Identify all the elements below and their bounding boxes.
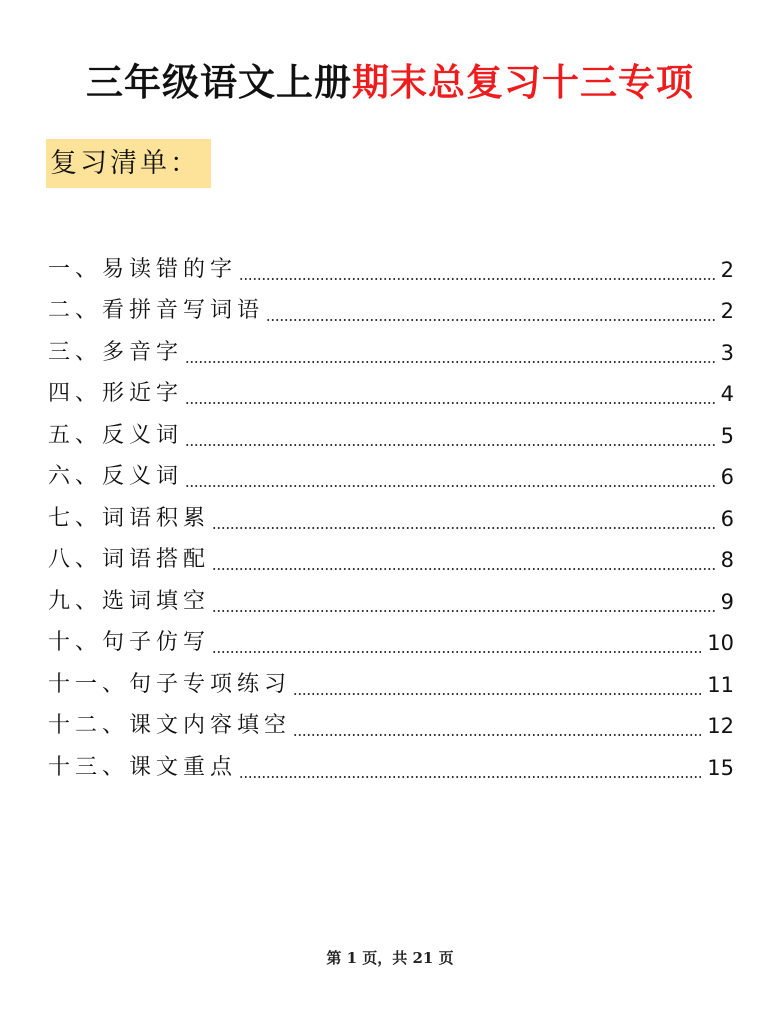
toc-item-page: 10: [707, 631, 734, 655]
page-footer: 第 1 页，共 21 页: [326, 949, 454, 967]
toc-item[interactable]: [48, 245, 734, 287]
toc-item-label: 十三、课文重点: [48, 754, 238, 780]
toc-item[interactable]: [48, 660, 734, 702]
toc-leader-dots: [185, 402, 715, 404]
toc-item-page: 3: [720, 340, 734, 365]
toc-item[interactable]: [48, 743, 734, 785]
toc-item-page: 6: [720, 465, 734, 489]
title-main: 三年级语文上册: [86, 60, 352, 104]
toc-item-label: 五、反义词: [48, 422, 184, 448]
toc-item-label: 九、选词填空: [48, 588, 211, 614]
toc-item-page: 4: [720, 382, 734, 406]
toc-item[interactable]: [48, 287, 734, 329]
toc-leader-dots: [212, 651, 701, 653]
toc-item-label: 六、反义词: [48, 464, 184, 489]
toc-leader-dots: [239, 776, 701, 778]
title-highlight: 期末总复习十三专项: [352, 60, 694, 104]
toc-item-label: 二、看拼音写词语: [48, 298, 265, 323]
toc-item-page: 12: [707, 714, 734, 738]
toc-item-label: 八、词语搭配: [48, 547, 211, 572]
page-title: [0, 52, 780, 106]
toc-leader-dots: [185, 444, 715, 446]
toc-leader-dots: [212, 610, 715, 612]
toc-leader-dots: [293, 693, 701, 695]
toc-item-label: 七、词语积累: [48, 505, 211, 531]
toc-item-page: 15: [707, 755, 734, 780]
toc-item-label: 十、句子仿写: [48, 630, 211, 655]
toc-item-page: 9: [720, 589, 734, 614]
toc-leader-dots: [293, 734, 701, 736]
toc-item-label: 三、多音字: [48, 339, 184, 365]
toc-item[interactable]: [48, 577, 734, 619]
toc-item[interactable]: [48, 702, 734, 744]
toc-item-page: 6: [720, 506, 734, 531]
table-of-contents: [48, 245, 734, 785]
toc-item-label: 四、形近字: [48, 381, 184, 406]
toc-item-page: 2: [720, 299, 734, 323]
toc-item[interactable]: [48, 536, 734, 578]
toc-item-page: 8: [720, 548, 734, 572]
toc-item[interactable]: [48, 619, 734, 661]
toc-item[interactable]: [48, 453, 734, 495]
toc-leader-dots: [212, 568, 715, 570]
toc-item-label: 十一、句子专项练习: [48, 671, 292, 697]
toc-item-label: 十二、课文内容填空: [48, 713, 292, 738]
review-list-heading: 复习清单：: [46, 139, 211, 188]
toc-item[interactable]: [48, 328, 734, 370]
toc-item-page: 5: [720, 423, 734, 448]
toc-item-page: 2: [720, 257, 734, 282]
toc-leader-dots: [185, 485, 715, 487]
toc-item-label: 一、易读错的字: [48, 256, 238, 282]
toc-leader-dots: [239, 278, 715, 280]
toc-item[interactable]: [48, 370, 734, 412]
toc-item[interactable]: [48, 494, 734, 536]
toc-item-page: 11: [707, 672, 734, 697]
toc-leader-dots: [266, 319, 715, 321]
toc-leader-dots: [212, 527, 715, 529]
toc-leader-dots: [185, 361, 715, 363]
toc-item[interactable]: [48, 411, 734, 453]
